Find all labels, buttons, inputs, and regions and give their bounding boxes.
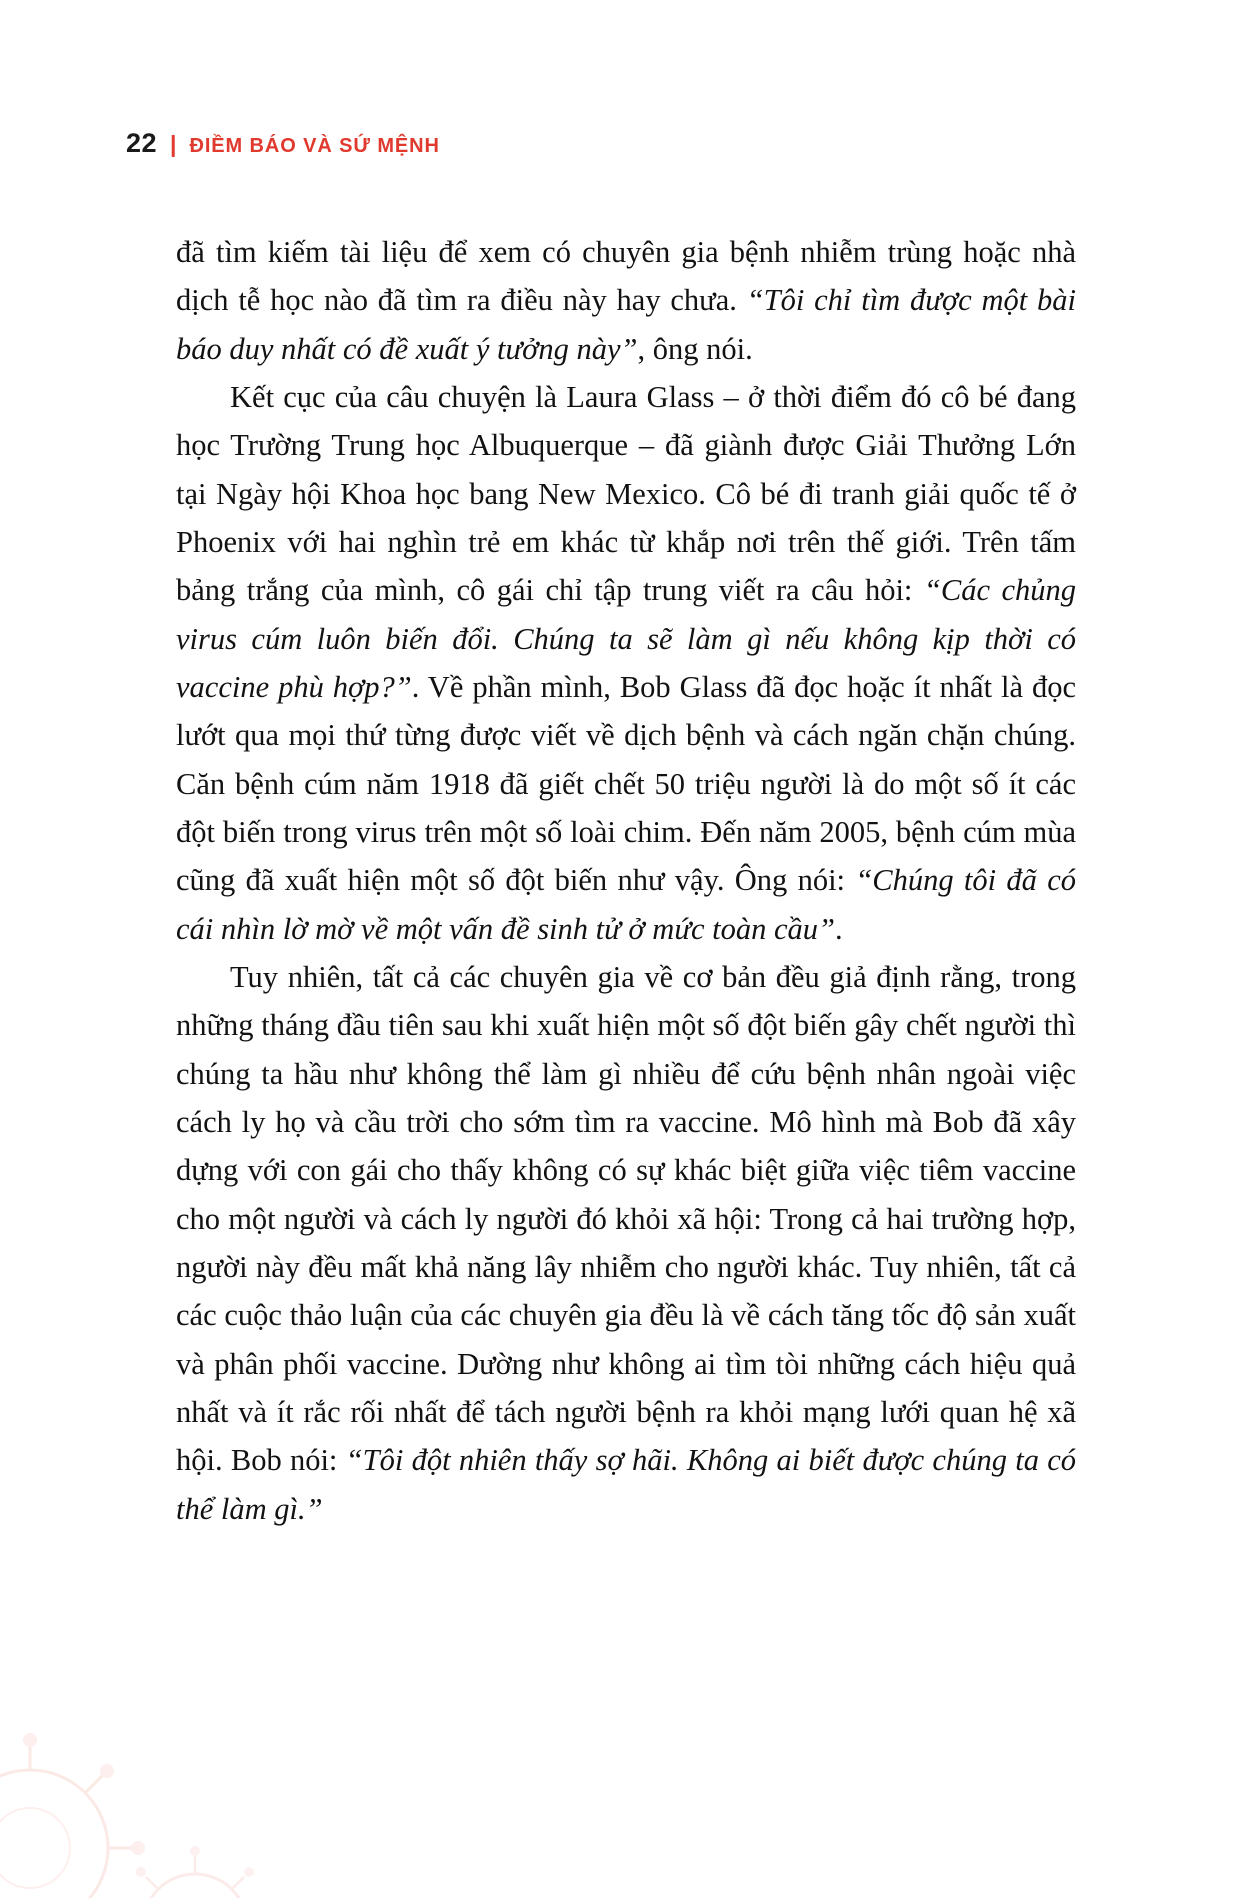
text-run: Tuy nhiên, tất cả các chuyên gia về cơ bản đều giả định rằng, trong những tháng đầu tiên sau khi xuất hiện một số đột biến gây chết người thì chúng ta hầu như không thể làm gì nhiều để cứu bệnh nhân ngoài việc cách ly họ và cầu trời cho sớm tìm ra vaccine. Mô hình mà Bob đã xây dựng với con gái cho thấy không có sự khác biệt giữa việc tiêm vaccine cho một người và cách ly người đó khỏi xã hội: Trong cả hai trường hợp, người này đều mất khả năng lây nhiễm cho người khác. Tuy nhiên, tất cả các cuộc thảo luận của các chuyên gia đều là về cách tăng tốc độ sản xuất và phân phối vaccine. Dường như không ai tìm tòi những cách hiệu quả nhất và ít rắc rối nhất để tách người bệnh ra khỏi mạng lưới quan hệ xã hội. Bob nói: [176,959,1076,1478]
paragraph [176,373,1076,953]
text-run: đã tìm kiếm tài liệu để xem có chuyên gia bệnh nhiễm trùng hoặc nhà dịch tễ học nào đã tìm ra điều này hay chưa. [176,235,1076,318]
page-header [126,128,440,159]
quoted-italic-text: “Tôi chỉ tìm được một bài báo duy nhất có đề xuất ý tưởng này” [176,283,1076,366]
text-run: . [834,911,843,946]
text-run: , ông nói. [637,331,753,366]
quoted-italic-text: “Chúng tôi đã có cái nhìn lờ mờ về một vấn đề sinh tử ở mức toàn cầu” [176,863,1076,946]
header-separator: | [170,131,177,157]
page-number: 22 [126,128,158,158]
header-title: ĐIỀM BÁO VÀ SỨ MỆNH [189,135,440,157]
virus-illustration-watermark [0,1518,400,1898]
quoted-italic-text: “Tôi đột nhiên thấy sợ hãi. Không ai biết được chúng ta có thể làm gì.” [176,1443,1076,1526]
text-run: . Về phần mình, Bob Glass đã đọc hoặc ít nhất là đọc lướt qua mọi thứ từng được viết về dịch bệnh và cách ngăn chặn chúng. Căn bệnh cúm năm 1918 đã giết chết 50 triệu người là do một số ít các đột biến trong virus trên một số loài chim. Đến năm 2005, bệnh cúm mùa cũng đã xuất hiện một số đột biến như vậy. Ông nói: [176,669,1076,898]
quoted-italic-text: “Các chủng virus cúm luôn biến đổi. Chúng ta sẽ làm gì nếu không kịp thời có vaccine phù hợp?” [176,573,1076,704]
paragraph [176,228,1076,373]
body-text [176,228,1076,1533]
text-run: Kết cục của câu chuyện là Laura Glass – ở thời điểm đó cô bé đang học Trường Trung học Albuquerque – đã giành được Giải Thưởng Lớn tại Ngày hội Khoa học bang New Mexico. Cô bé đi tranh giải quốc tế ở Phoenix với hai nghìn trẻ em khác từ khắp nơi trên thế giới. Trên tấm bảng trắng của mình, cô gái chỉ tập trung viết ra câu hỏi: [176,379,1076,608]
paragraph [176,953,1076,1533]
